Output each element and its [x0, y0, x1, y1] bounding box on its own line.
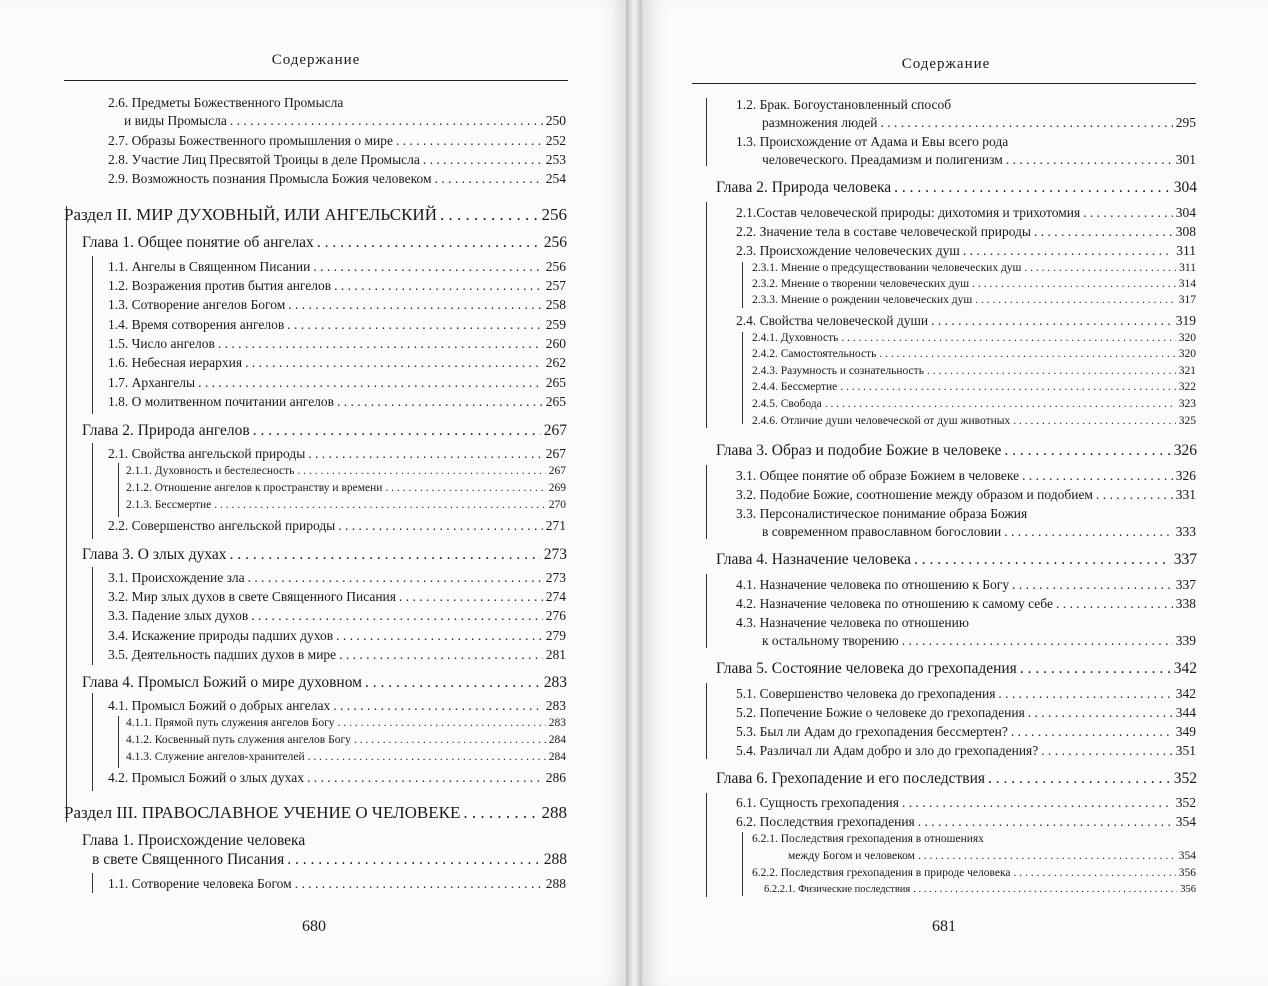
toc-title: 1.4. Время сотворения ангелов — [108, 317, 285, 332]
toc-subentry — [752, 416, 1196, 428]
toc-title: 2.9. Возможность познания Промысла Божия человеком — [108, 171, 432, 186]
toc-entry — [108, 609, 566, 623]
toc-page: 354 — [1175, 814, 1196, 829]
toc-page: 284 — [548, 734, 566, 746]
running-head: Содержание — [271, 52, 361, 68]
toc-title: 2.7. Образы Божественного промышления о мире — [108, 133, 393, 148]
toc-entry — [736, 687, 1196, 701]
book-gutter — [626, 0, 642, 986]
toc-title: между Богом и человеком — [788, 850, 915, 862]
toc-page: 257 — [545, 278, 566, 293]
toc-page: 321 — [1178, 365, 1196, 377]
toc-bracket — [706, 793, 707, 897]
toc-title: Глава 6. Грехопадение и его последствия — [716, 770, 986, 787]
toc-title: 3.1. Общее понятие об образе Божием в человеке — [736, 468, 1020, 483]
toc-page: 319 — [1175, 313, 1196, 328]
toc-entry: 3.3. Персоналистическое понимание образа Божия — [736, 506, 1028, 521]
toc-title: 3.2. Подобие Божие, соотношение между образом и подобием — [736, 487, 1093, 502]
toc-page: 283 — [543, 674, 567, 691]
toc-entry — [736, 314, 1196, 328]
toc-page: 288 — [543, 851, 567, 868]
toc-chapter — [82, 235, 567, 251]
toc-entry — [736, 244, 1196, 258]
toc-page: 273 — [543, 546, 567, 563]
toc-title: Раздел III. ПРАВОСЛАВНОЕ УЧЕНИЕ О ЧЕЛОВЕКЕ — [64, 803, 461, 822]
toc-title: 5.1. Совершенство человека до грехопадения — [736, 686, 996, 701]
toc-title: 2.1.3. Бессмертие — [126, 499, 212, 511]
toc-title: 3.3. Падение злых духов — [108, 608, 249, 623]
toc-title: 2.3.2. Мнение о творении человеческих душ — [752, 278, 970, 290]
toc-entry — [736, 796, 1196, 810]
toc-title: 2.2. Значение тела в составе человеческой природы — [736, 224, 1031, 239]
toc-entry — [108, 337, 566, 351]
toc-page: 256 — [541, 205, 567, 224]
toc-entry — [736, 706, 1196, 720]
toc-entry — [762, 525, 1196, 539]
toc-entry — [736, 206, 1196, 220]
toc-page: 269 — [548, 482, 566, 494]
toc-page: 284 — [548, 751, 566, 763]
toc-bracket — [118, 463, 119, 517]
toc-title: Глава 4. Назначение человека — [716, 551, 911, 568]
toc-page: 326 — [1173, 442, 1197, 459]
toc-page: 265 — [545, 375, 566, 390]
toc-title: 4.2. Назначение человека по отношению к самому себе — [736, 596, 1053, 611]
toc-chapter — [82, 675, 567, 691]
toc-page: 333 — [1175, 524, 1196, 539]
toc-page: 283 — [545, 698, 566, 713]
toc-bracket — [118, 716, 119, 768]
toc-entry: 2.6. Предметы Божественного Промысла — [108, 95, 344, 110]
toc-entry: 1.3. Происхождение от Адама и Евы всего рода — [736, 134, 1009, 149]
toc-title: 2.1.Состав человеческой природы: дихотомия и трихотомия — [736, 205, 1081, 220]
toc-bracket — [92, 443, 93, 539]
toc-page: 342 — [1173, 660, 1197, 677]
toc-entry — [108, 447, 566, 461]
toc-title: 3.2. Мир злых духов в свете Священного Писания — [108, 589, 396, 604]
toc-chapter — [716, 552, 1197, 568]
toc-title: 4.1. Назначение человека по отношению к Богу — [736, 577, 1010, 592]
toc-title: Раздел II. МИР ДУХОВНЫЙ, ИЛИ АНГЕЛЬСКИЙ — [64, 205, 437, 224]
toc-subentry — [752, 366, 1196, 378]
toc-page: 256 — [543, 234, 567, 251]
toc-entry — [736, 815, 1196, 829]
toc-entry — [736, 488, 1196, 502]
toc-page: 352 — [1175, 795, 1196, 810]
toc-subentry — [126, 752, 566, 764]
toc-title: к остальному творению — [762, 633, 899, 648]
toc-section — [64, 804, 567, 821]
toc-entry — [736, 578, 1196, 592]
toc-page: 270 — [548, 499, 566, 511]
toc-page: 254 — [545, 171, 566, 186]
toc-page: 331 — [1175, 487, 1196, 502]
toc-subentry — [752, 295, 1196, 307]
toc-title: человеческого. Преадамизм и полигенизм — [762, 152, 1003, 167]
toc-bracket — [706, 202, 707, 428]
toc-entry — [108, 648, 566, 662]
toc-entry — [736, 597, 1196, 611]
toc-page: 267 — [548, 465, 566, 477]
toc-entry — [108, 395, 566, 409]
toc-entry — [108, 172, 566, 186]
toc-entry — [762, 153, 1196, 167]
toc-page: 337 — [1175, 577, 1196, 592]
toc-chapter — [716, 661, 1197, 677]
toc-page: 337 — [1173, 551, 1197, 568]
toc-page: 304 — [1175, 205, 1196, 220]
toc-page: 344 — [1175, 705, 1196, 720]
toc-entry: 4.3. Назначение человека по отношению — [736, 615, 969, 630]
toc-title: 2.4.4. Бессмертие — [752, 381, 838, 393]
toc-page: 320 — [1178, 332, 1196, 344]
toc-page: 295 — [1175, 115, 1196, 130]
toc-title: Глава 2. Природа человека — [716, 179, 892, 196]
toc-page: 288 — [545, 876, 566, 891]
toc-bracket — [706, 683, 707, 759]
toc-page: 279 — [545, 628, 566, 643]
toc-page: 271 — [545, 518, 566, 533]
toc-page: 276 — [545, 608, 566, 623]
toc-title: Глава 5. Состояние человека до грехопадения — [716, 660, 1017, 677]
toc-title: 1.3. Сотворение ангелов Богом — [108, 297, 286, 312]
toc-entry — [108, 699, 566, 713]
toc-bracket — [742, 332, 743, 424]
toc-subentry: 6.2.1. Последствия грехопадения в отношениях — [752, 833, 984, 845]
toc-subentry — [126, 718, 566, 730]
toc-title: 5.3. Был ли Адам до грехопадения бессмертен? — [736, 724, 1008, 739]
toc-title: и виды Промысла — [124, 113, 227, 128]
toc-page: 301 — [1175, 152, 1196, 167]
toc-page: 325 — [1178, 415, 1196, 427]
page-number: 681 — [932, 918, 956, 935]
toc-page: 311 — [1176, 243, 1196, 258]
toc-section — [64, 206, 567, 223]
toc-page: 250 — [545, 113, 566, 128]
toc-page: 304 — [1173, 179, 1197, 196]
toc-title: 2.3.3. Мнение о рождении человеческих душ — [752, 294, 973, 306]
toc-page: 262 — [545, 355, 566, 370]
toc-title: 2.1.2. Отношение ангелов к пространству и времени — [126, 482, 383, 494]
toc-title: 2.1.1. Духовность и бестелесность — [126, 465, 295, 477]
toc-chapter — [716, 180, 1197, 196]
toc-bracket — [92, 873, 93, 893]
toc-title: 4.1.2. Косвенный путь служения ангелов Богу — [126, 734, 351, 746]
toc-subentry — [788, 851, 1196, 863]
toc-subentry — [752, 333, 1196, 345]
page-number: 680 — [302, 918, 326, 935]
toc-entry — [736, 225, 1196, 239]
toc-page: 273 — [545, 570, 566, 585]
toc-title: Глава 1. Общее понятие об ангелах — [82, 234, 314, 251]
toc-title: 1.1. Ангелы в Священном Писании — [108, 259, 311, 274]
toc-page: 283 — [548, 717, 566, 729]
toc-subentry — [126, 735, 566, 747]
right-page — [642, 0, 1268, 986]
toc-entry — [108, 771, 566, 785]
toc-entry — [108, 260, 566, 274]
toc-title: 2.3.1. Мнение о предсуществовании человеческих душ — [752, 262, 1022, 274]
toc-bracket — [742, 262, 743, 308]
toc-entry — [108, 356, 566, 370]
toc-page: 317 — [1178, 294, 1196, 306]
toc-title: 6.1. Сущность грехопадения — [736, 795, 899, 810]
toc-entry — [762, 634, 1196, 648]
toc-page: 322 — [1178, 381, 1196, 393]
toc-title: 2.4.5. Свобода — [752, 398, 822, 410]
toc-chapter — [716, 771, 1197, 787]
toc-entry — [108, 519, 566, 533]
toc-entry — [108, 153, 566, 167]
toc-page: 356 — [1178, 867, 1196, 879]
toc-page: 314 — [1178, 278, 1196, 290]
toc-bracket — [92, 693, 93, 791]
toc-left — [0, 0, 626, 986]
toc-entry — [762, 116, 1196, 130]
toc-title: Глава 3. Образ и подобие Божие в человеке — [716, 442, 1002, 459]
toc-title: 1.1. Сотворение человека Богом — [108, 876, 292, 891]
toc-page: 320 — [1178, 348, 1196, 360]
toc-title: 6.2. Последствия грехопадения — [736, 814, 915, 829]
toc-title: размножения людей — [762, 115, 878, 130]
toc-entry — [736, 725, 1196, 739]
toc-page: 258 — [545, 297, 566, 312]
toc-bracket — [706, 574, 707, 648]
toc-title: Глава 4. Промысл Божий о мире духовном — [82, 674, 362, 691]
toc-title: 6.2.2.1. Физические последствия — [764, 884, 911, 895]
toc-page: 288 — [541, 803, 567, 822]
toc-title: 5.2. Попечение Божие о человеке до грехопадения — [736, 705, 1025, 720]
toc-page: 351 — [1175, 743, 1196, 758]
toc-entry — [736, 744, 1196, 758]
toc-subentry — [752, 868, 1196, 880]
toc-entry — [108, 318, 566, 332]
toc-subentry — [752, 263, 1196, 275]
toc-title: 2.4. Свойства человеческой души — [736, 313, 929, 328]
toc-title: 2.1. Свойства ангельской природы — [108, 446, 306, 461]
toc-page: 326 — [1175, 468, 1196, 483]
toc-page: 274 — [545, 589, 566, 604]
toc-entry: 1.2. Брак. Богоустановленный способ — [736, 97, 952, 112]
toc-title: 3.1. Происхождение зла — [108, 570, 245, 585]
toc-title: 3.4. Искажение природы падших духов — [108, 628, 334, 643]
toc-title: 1.7. Архангелы — [108, 375, 196, 390]
toc-bracket — [66, 206, 67, 822]
left-page — [0, 0, 626, 986]
toc-bracket — [706, 98, 707, 166]
toc-page: 256 — [545, 259, 566, 274]
toc-page: 253 — [545, 152, 566, 167]
toc-title: 1.6. Небесная иерархия — [108, 355, 243, 370]
toc-page: 338 — [1175, 596, 1196, 611]
toc-subentry — [126, 483, 566, 495]
toc-page: 267 — [543, 422, 567, 439]
toc-title: 5.4. Различал ли Адам добро и зло до грехопадения? — [736, 743, 1039, 758]
toc-right — [642, 0, 1268, 986]
toc-title: 1.8. О молитвенном почитании ангелов — [108, 394, 335, 409]
toc-page: 308 — [1175, 224, 1196, 239]
toc-title: в свете Священного Писания — [92, 851, 285, 868]
toc-title: 2.4.2. Самостоятельность — [752, 348, 877, 360]
toc-chapter: Глава 1. Происхождение человека — [82, 832, 306, 849]
toc-title: 2.4.6. Отличие души человеческой от душ животных — [752, 415, 1011, 427]
toc-subentry — [752, 279, 1196, 291]
toc-title: 2.4.1. Духовность — [752, 332, 839, 344]
toc-page: 339 — [1175, 633, 1196, 648]
toc-page: 265 — [545, 394, 566, 409]
toc-page: 342 — [1175, 686, 1196, 701]
toc-subentry — [752, 349, 1196, 361]
toc-page: 267 — [545, 446, 566, 461]
toc-page: 349 — [1175, 724, 1196, 739]
toc-page: 354 — [1178, 850, 1196, 862]
toc-entry — [108, 877, 566, 891]
toc-bracket — [92, 567, 93, 665]
toc-entry — [108, 376, 566, 390]
toc-page: 356 — [1180, 884, 1196, 895]
toc-title: 2.8. Участие Лиц Пресвятой Троицы в деле Промысла — [108, 152, 420, 167]
toc-page: 323 — [1178, 398, 1196, 410]
toc-entry — [124, 114, 566, 128]
toc-title: в современном православном богословии — [762, 524, 1002, 539]
toc-title: Глава 3. О злых духах — [82, 546, 227, 563]
toc-entry — [108, 279, 566, 293]
toc-subentry — [126, 466, 566, 478]
toc-entry — [108, 134, 566, 148]
toc-title: 2.3. Происхождение человеческих душ — [736, 243, 960, 258]
toc-title: 1.5. Число ангелов — [108, 336, 215, 351]
toc-bracket — [706, 465, 707, 539]
toc-entry — [108, 571, 566, 585]
toc-subentry — [752, 399, 1196, 411]
toc-title: 4.1.3. Служение ангелов-хранителей — [126, 751, 305, 763]
toc-entry — [108, 590, 566, 604]
toc-subentry — [764, 885, 1196, 896]
toc-title: 6.2.2. Последствия грехопадения в природе человека — [752, 867, 1011, 879]
toc-title: 2.2. Совершенство ангельской природы — [108, 518, 336, 533]
toc-title: 4.2. Промысл Божий о злых духах — [108, 770, 304, 785]
toc-chapter — [92, 852, 567, 868]
toc-chapter — [82, 423, 567, 439]
toc-chapter — [716, 443, 1197, 459]
toc-page: 252 — [545, 133, 566, 148]
toc-page: 352 — [1173, 770, 1197, 787]
toc-bracket — [742, 832, 743, 896]
toc-page: 260 — [545, 336, 566, 351]
toc-subentry — [126, 500, 566, 512]
toc-title: 2.4.3. Разумность и сознательность — [752, 365, 924, 377]
toc-entry — [108, 298, 566, 312]
running-head: Содержание — [901, 56, 991, 72]
toc-bracket — [92, 256, 93, 414]
toc-title: Глава 2. Природа ангелов — [82, 422, 250, 439]
toc-page: 259 — [545, 317, 566, 332]
toc-page: 286 — [545, 770, 566, 785]
toc-entry — [108, 629, 566, 643]
toc-title: 4.1.1. Прямой путь служения ангелов Богу — [126, 717, 335, 729]
toc-title: 4.1. Промысл Божий о добрых ангелах — [108, 698, 331, 713]
toc-chapter — [82, 547, 567, 563]
toc-entry — [736, 469, 1196, 483]
toc-title: 1.2. Возражения против бытия ангелов — [108, 278, 332, 293]
toc-page: 281 — [545, 647, 566, 662]
toc-title: 3.5. Деятельность падших духов в мире — [108, 647, 337, 662]
toc-subentry — [752, 382, 1196, 394]
toc-page: 311 — [1179, 262, 1196, 274]
